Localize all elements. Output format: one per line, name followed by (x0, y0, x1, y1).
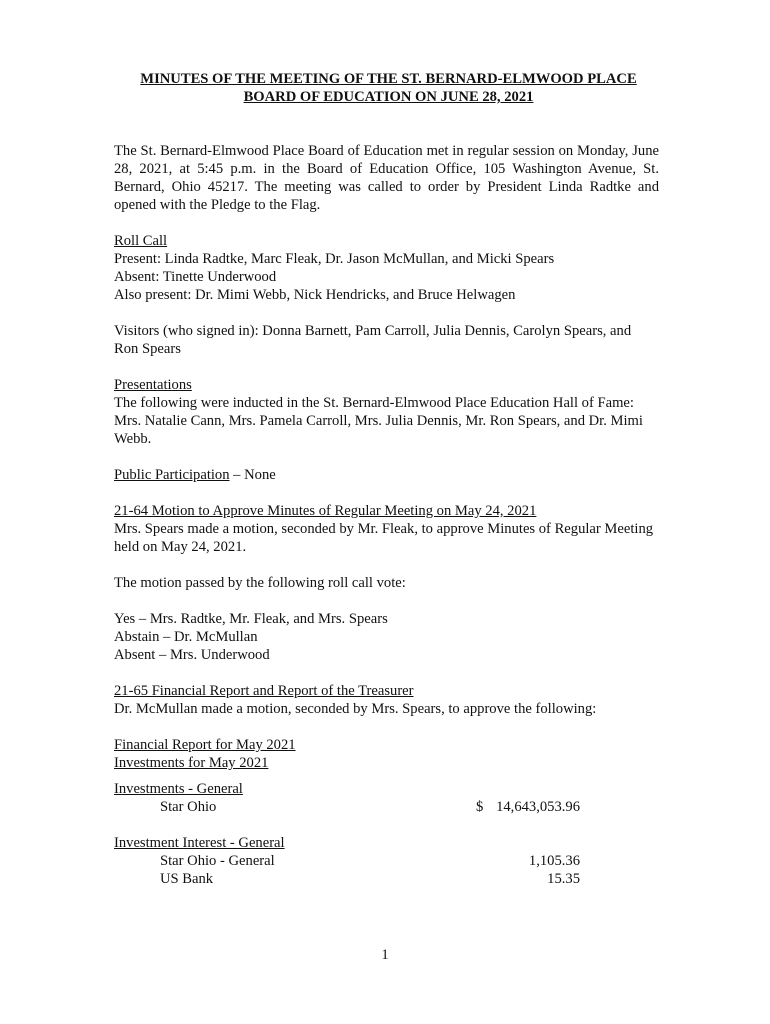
roll-call-also-present: Also present: Dr. Mimi Webb, Nick Hendricks, and Bruce Helwagen (114, 287, 516, 303)
presentations-section (114, 376, 659, 448)
roll-call-present: Present: Linda Radtke, Marc Fleak, Dr. Jason McMullan, and Micki Spears (114, 251, 555, 267)
vote-absent: Absent – Mrs. Underwood (114, 647, 270, 663)
motion-21-65-heading: 21-65 Financial Report and Report of the Treasurer (114, 683, 414, 699)
vote-results (114, 610, 659, 664)
page-number: 1 (381, 947, 389, 963)
row-label: US Bank (160, 871, 214, 887)
roll-call-heading: Roll Call (114, 233, 168, 249)
presentations-heading: Presentations (114, 377, 192, 393)
table-row (114, 852, 659, 870)
investment-interest-section (114, 834, 659, 888)
financial-report-heading: Financial Report for May 2021 (114, 737, 296, 753)
vote-yes: Yes – Mrs. Radtke, Mr. Fleak, and Mrs. Spears (114, 611, 388, 627)
visitors-paragraph: Visitors (who signed in): Donna Barnett, Pam Carroll, Julia Dennis, Carolyn Spears, and Ron Spears (114, 323, 632, 357)
investments-general-section (114, 780, 659, 816)
row-amount: 1,105.36 (528, 853, 580, 869)
document-page (114, 70, 659, 888)
presentations-text: The following were inducted in the St. Bernard-Elmwood Place Education Hall of Fame: Mrs. Natalie Cann, Mrs. Pamela Carroll, Mrs. Julia Dennis, Mr. Ron Spears, and Dr. Mimi Webb. (114, 395, 643, 447)
public-participation-heading: Public Participation (114, 467, 230, 483)
title-line-1: MINUTES OF THE MEETING OF THE ST. BERNARD-ELMWOOD PLACE (140, 71, 637, 87)
investment-interest-heading: Investment Interest - General (114, 835, 285, 851)
motion-21-64-text: Mrs. Spears made a motion, seconded by Mr. Fleak, to approve Minutes of Regular Meeting held on May 24, 2021. (114, 521, 654, 555)
roll-call-section (114, 232, 659, 304)
motion-21-64-section (114, 502, 659, 556)
motion-21-64-heading: 21-64 Motion to Approve Minutes of Regular Meeting on May 24, 2021 (114, 503, 537, 519)
table-row (114, 870, 659, 888)
row-currency: $ (476, 799, 484, 815)
investments-heading: Investments for May 2021 (114, 755, 269, 771)
row-amount: 14,643,053.96 (496, 799, 580, 815)
vote-intro: The motion passed by the following roll call vote: (114, 575, 406, 591)
intro-paragraph: The St. Bernard-Elmwood Place Board of Education met in regular session on Monday, June 28, 2021, at 5:45 p.m. in the Board of Education Office, 105 Washington Avenue, St. Bernard, Ohio 45217. The meeting was called to order by President Linda Radtke and opened with the Pledge to the Flag. (114, 143, 659, 213)
table-row (114, 798, 659, 816)
roll-call-absent: Absent: Tinette Underwood (114, 269, 277, 285)
row-label: Star Ohio - General (160, 853, 275, 869)
row-amount: 15.35 (547, 871, 580, 887)
motion-21-65-text: Dr. McMullan made a motion, seconded by Mrs. Spears, to approve the following: (114, 701, 597, 717)
public-participation (114, 466, 659, 484)
vote-abstain: Abstain – Dr. McMullan (114, 629, 258, 645)
public-participation-value: – None (229, 467, 276, 483)
row-label: Star Ohio (160, 799, 217, 815)
motion-21-65-section (114, 682, 659, 718)
title-line-2: BOARD OF EDUCATION ON JUNE 28, 2021 (243, 89, 534, 105)
financial-report-section (114, 736, 659, 772)
document-title (110, 70, 667, 106)
investments-general-heading: Investments - General (114, 781, 243, 797)
